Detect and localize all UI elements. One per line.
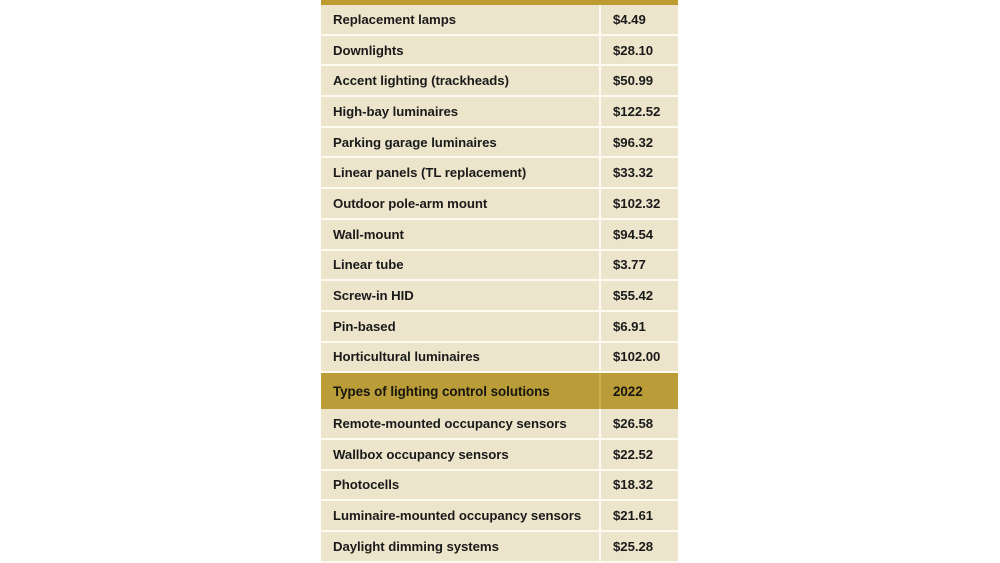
row-label: Photocells xyxy=(321,470,600,501)
row-value: $6.91 xyxy=(600,311,678,342)
row-label: Accent lighting (trackheads) xyxy=(321,65,600,96)
row-label: Luminaire-mounted occupancy sensors xyxy=(321,500,600,531)
row-label: Outdoor pole-arm mount xyxy=(321,188,600,219)
row-label: Parking garage luminaires xyxy=(321,127,600,158)
row-value: $102.00 xyxy=(600,342,678,373)
pricing-table-container xyxy=(321,0,678,554)
row-label: Linear tube xyxy=(321,250,600,281)
table-row xyxy=(321,311,678,342)
table-row xyxy=(321,188,678,219)
row-label: Replacement lamps xyxy=(321,5,600,35)
row-value: $50.99 xyxy=(600,65,678,96)
row-label: Wall-mount xyxy=(321,219,600,250)
row-value: $102.32 xyxy=(600,188,678,219)
row-value: $4.49 xyxy=(600,5,678,35)
table-row xyxy=(321,35,678,66)
table-row xyxy=(321,531,678,562)
row-label: High-bay luminaires xyxy=(321,96,600,127)
row-label: Pin-based xyxy=(321,311,600,342)
table-body xyxy=(321,5,678,562)
pricing-table xyxy=(321,5,678,563)
row-value: $3.77 xyxy=(600,250,678,281)
table-row xyxy=(321,342,678,373)
table-row xyxy=(321,219,678,250)
row-value: $28.10 xyxy=(600,35,678,66)
row-label: Downlights xyxy=(321,35,600,66)
section-header-value: 2022 xyxy=(613,383,643,399)
table-row xyxy=(321,409,678,439)
row-value: $55.42 xyxy=(600,280,678,311)
table-row xyxy=(321,250,678,281)
row-value: $26.58 xyxy=(600,409,678,439)
row-value: $22.52 xyxy=(600,439,678,470)
table-row xyxy=(321,65,678,96)
table-section-header-row xyxy=(321,372,678,409)
table-row xyxy=(321,157,678,188)
row-value: $21.61 xyxy=(600,500,678,531)
row-value: $33.32 xyxy=(600,157,678,188)
row-label: Screw-in HID xyxy=(321,280,600,311)
table-row xyxy=(321,5,678,35)
row-value: $25.28 xyxy=(600,531,678,562)
row-label: Remote-mounted occupancy sensors xyxy=(321,409,600,439)
row-value: $94.54 xyxy=(600,219,678,250)
section-header-label: Types of lighting control solutions xyxy=(321,372,600,409)
row-label: Horticultural luminaires xyxy=(321,342,600,373)
table-row xyxy=(321,439,678,470)
row-label: Daylight dimming systems xyxy=(321,531,600,562)
table-row xyxy=(321,280,678,311)
table-row xyxy=(321,470,678,501)
row-value: $96.32 xyxy=(600,127,678,158)
row-label: Linear panels (TL replacement) xyxy=(321,157,600,188)
row-label: Wallbox occupancy sensors xyxy=(321,439,600,470)
table-row xyxy=(321,500,678,531)
table-row xyxy=(321,96,678,127)
row-value: $18.32 xyxy=(600,470,678,501)
row-value: $122.52 xyxy=(600,96,678,127)
table-row xyxy=(321,127,678,158)
